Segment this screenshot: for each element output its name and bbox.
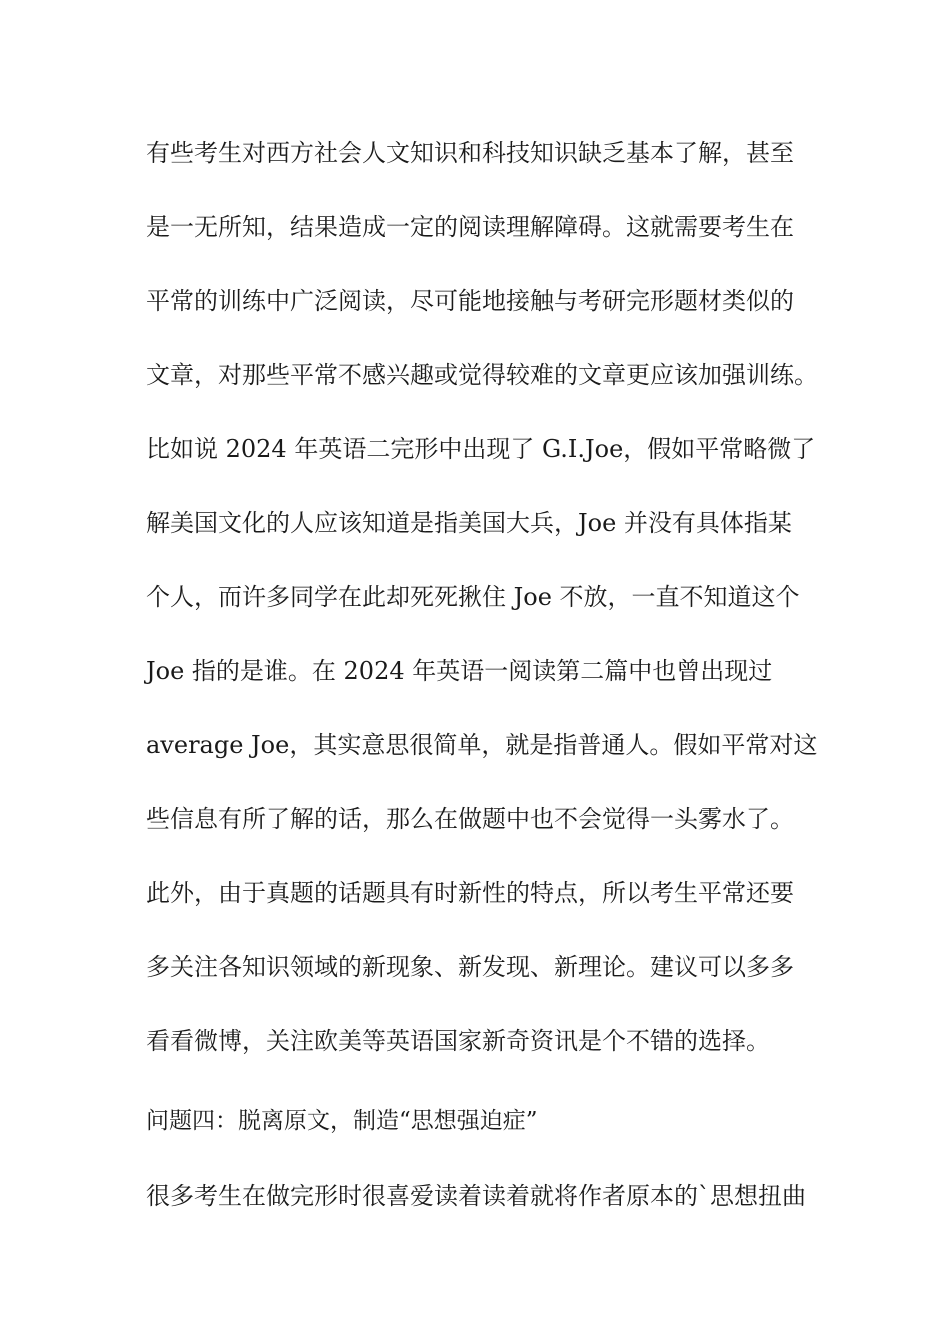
paragraph-line: 比如说 2024 年英语二完形中出现了 G.I.Joe，假如平常略微了 — [146, 435, 816, 463]
paragraph-line: average Joe，其实意思很简单，就是指普通人。假如平常对这 — [146, 731, 818, 759]
paragraph-line: 些信息有所了解的话，那么在做题中也不会觉得一头雾水了。 — [146, 805, 794, 833]
paragraph-line: 个人，而许多同学在此却死死揪住 Joe 不放，一直不知道这个 — [146, 583, 800, 611]
paragraph-line: 平常的训练中广泛阅读，尽可能地接触与考研完形题材类似的 — [146, 287, 794, 315]
section-heading: 问题四：脱离原文，制造“思想强迫症” — [146, 1108, 538, 1134]
paragraph-line: 有些考生对西方社会人文知识和科技知识缺乏基本了解，甚至 — [146, 139, 794, 167]
paragraph-line: 此外，由于真题的话题具有时新性的特点，所以考生平常还要 — [146, 879, 794, 907]
paragraph-line: 看看微博，关注欧美等英语国家新奇资讯是个不错的选择。 — [146, 1027, 770, 1055]
paragraph-line: 文章，对那些平常不感兴趣或觉得较难的文章更应该加强训练。 — [146, 361, 818, 389]
paragraph-line: 解美国文化的人应该知道是指美国大兵，Joe 并没有具体指某 — [146, 509, 792, 537]
paragraph-line: 很多考生在做完形时很喜爱读着读着就将作者原本的`思想扭曲 — [146, 1182, 806, 1210]
paragraph-line: 多关注各知识领域的新现象、新发现、新理论。建议可以多多 — [146, 953, 794, 981]
paragraph-line: 是一无所知，结果造成一定的阅读理解障碍。这就需要考生在 — [146, 213, 794, 241]
paragraph-line: Joe 指的是谁。在 2024 年英语一阅读第二篇中也曾出现过 — [146, 657, 773, 685]
